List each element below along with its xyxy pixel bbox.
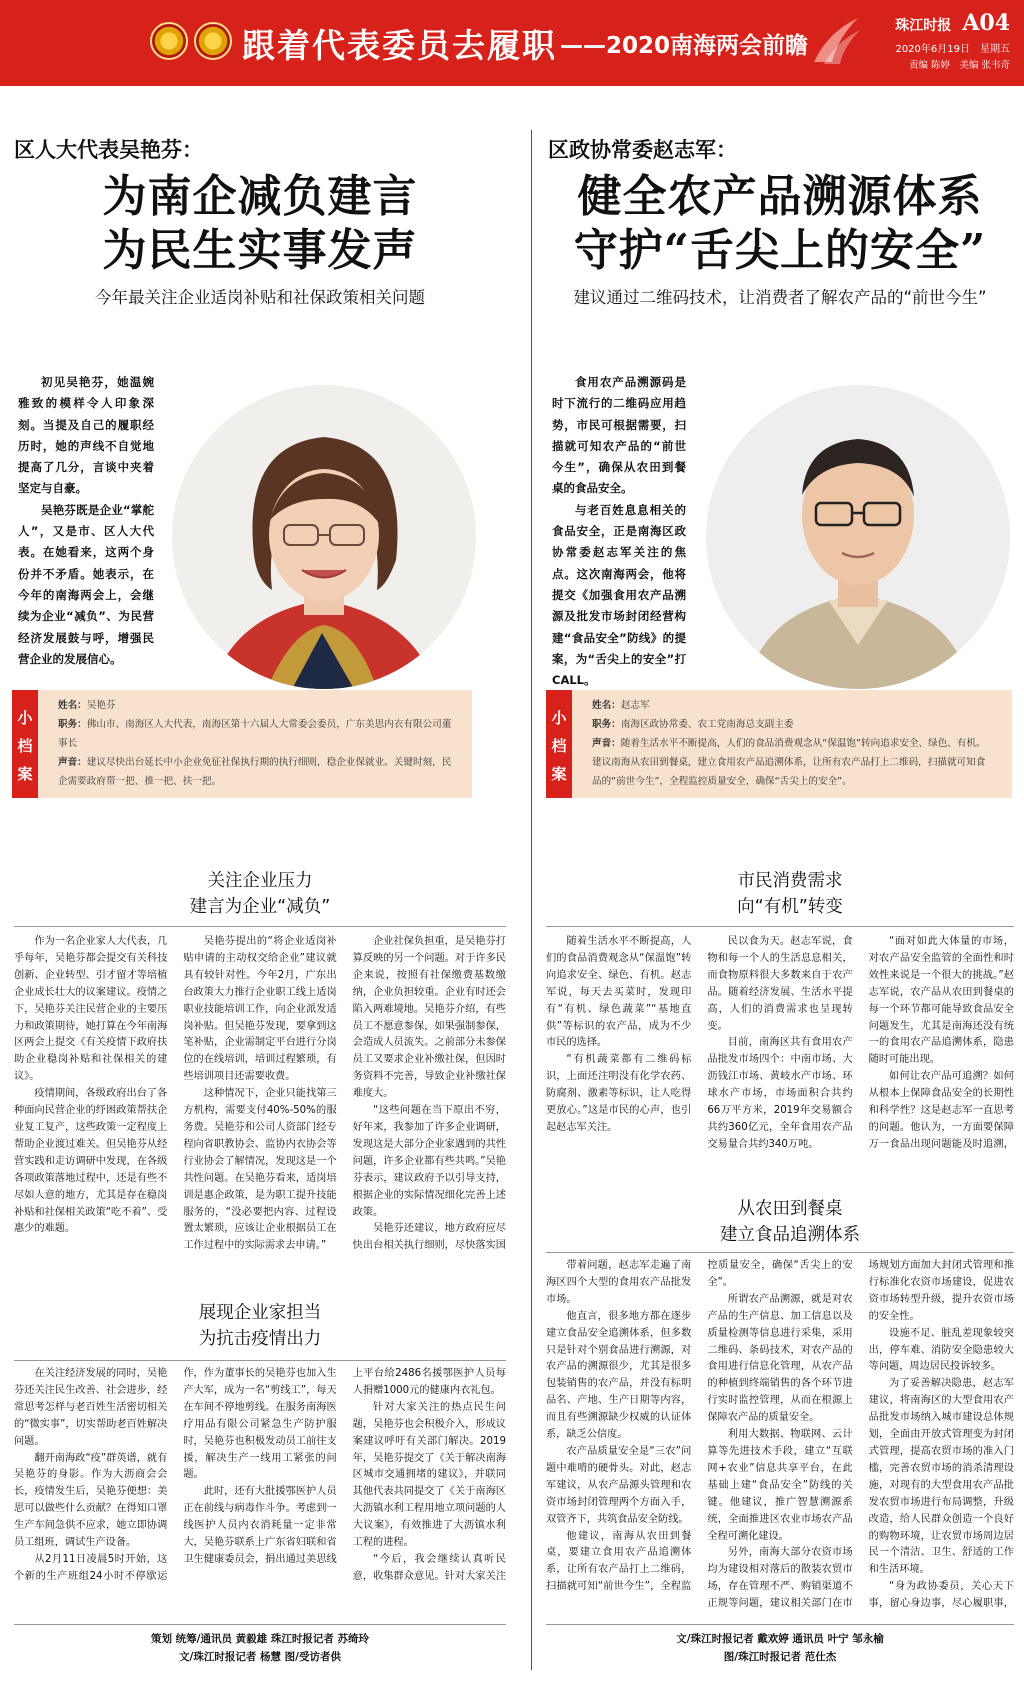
paragraph: “这些问题在当下原出不穷，好年来，我参加了许多企业调研，发现这是大部分企业家遇到的共性问题，许多企业都有些共鸣。”吴艳芬表示，建议政府予以引导支持，根据企业的实际情况细化完善上述政策。 — [352, 1105, 506, 1218]
column-subtitle: ——2020南海两会前瞻 — [560, 33, 809, 59]
column-divider — [531, 130, 532, 1670]
paragraph: “身为政协委员，关心天下事，留心身边事，尽心履职事， — [868, 1581, 1014, 1610]
left-section2-title — [130, 1300, 390, 1352]
column-title: 跟着代表委员去履职 — [242, 26, 557, 65]
left-section1-title — [130, 868, 390, 920]
right-credits-line1: 文/珠江时报记者 戴欢婷 通讯员 叶宁 邹永榆 — [676, 1633, 884, 1645]
profile-name-label: 姓名： — [592, 700, 621, 711]
flag-decoration-icon — [808, 12, 864, 68]
paragraph: 设施不足、脏乱差现象较突出，停车难、消防安全隐患较大等问题，周边居民投诉较多。 — [868, 1327, 1014, 1373]
profile-voice: 建议尽快出台延长中小企业免征社保执行期的执行细则，稳企业保就业。关键时刻，民企需要政府帮一把、推一把、扶一把。 — [58, 757, 452, 787]
left-credits — [14, 1630, 506, 1666]
paragraph: 另外，南海大部分农资市场均为建设相对落后的散装农贸市场，存在管理不严、购销渠道不正规等问题，建议相关部门在市场规划方面加大封闭式管理和推行标准化农资市场建设，促进农资市场转型升级，提升农资市场的安全性。 — [707, 1260, 1014, 1610]
right-lead-p1: 食用农产品溯源码是时下流行的二维码应用趋势，市民可根据需要，扫描就可知农产品的“前世今生”，确保从农田到餐桌的食品安全。 — [552, 375, 686, 496]
profile-voice: 随着生活水平不断提高，人们的食品消费观念从“保温饱”转向追求安全、绿色、有机。建议南海从农田到餐桌，建立食用农产品追溯体系，让所有农产品打上二维码，扫描就可知食品的“前世今生”，全程监控质量安全，确保“舌尖上的安全”。 — [592, 738, 986, 787]
left-lead-p1: 初见吴艳芬，她温婉雅致的模样令人印象深刻。当提及自己的履职经历时，她的声线不自觉地提高了几分，言谈中夹着坚定与自豪。 — [18, 375, 154, 496]
right-profile-box — [546, 690, 1012, 798]
paragraph: 疫情期间，各级政府出台了各种面向民营企业的纾困政策帮扶企业复工复产，这些政策一定程度上帮助企业渡过难关。但吴艳芬从经营实践和走访调研中发现，在各级各项政策落地过程中，还是有些不尽如人意的地方，尤其是存在稳岗补贴和社保相关政策“吃不着”、受惠少的难题。 — [14, 1088, 168, 1235]
right-section2-line2: 建立食品追溯体系 — [720, 1225, 860, 1245]
paragraph: 吴艳芬还建议，地方政府应尽快出台相关执行细则，尽快落实国 — [352, 1223, 506, 1252]
left-section1-line1: 关注企业压力 — [207, 871, 313, 891]
left-section2-rule — [14, 1360, 506, 1361]
right-subhead: 建议通过二维码技术，让消费者了解农产品的“前世今生” — [573, 288, 987, 307]
right-headline-line2: 守护“舌尖上的安全” — [573, 225, 987, 276]
left-headline — [20, 170, 500, 278]
national-emblem-icon — [150, 22, 188, 60]
cppcc-emblem-icon — [194, 22, 232, 60]
right-profile-body — [592, 696, 994, 791]
right-section2-body — [546, 1258, 1014, 1614]
right-lead — [552, 372, 686, 691]
profile-voice-label: 声音： — [58, 757, 87, 768]
profile-name: 吴艳芬 — [86, 700, 116, 711]
left-section1-rule — [14, 926, 506, 927]
paragraph: 翻开南海政“疫”群英谱，就有吴艳芬的身影。作为大沥商会会长，疫情发生后，吴艳芬便想：美思可以做些什么贡献？在得知口罩生产车间急供不应求，她立即协调员工组班，调试生产设备。 — [14, 1452, 168, 1549]
left-section2-body — [14, 1366, 506, 1592]
profile-job-label: 职务： — [58, 719, 87, 730]
paragraph: “有机蔬菜都有二维码标识，上面还注明没有化学农药、防腐剂、激素等标识，让人吃得更放心。”这是市民的心声，也引起赵志军关注。 — [546, 1054, 692, 1133]
left-section2-line1: 展现企业家担当 — [198, 1303, 322, 1323]
left-subhead: 今年最关注企业适岗补贴和社保政策相关问题 — [95, 288, 425, 307]
right-section1-rule — [546, 926, 1014, 927]
man-portrait-icon — [706, 385, 1010, 689]
left-profile-body — [58, 696, 454, 791]
paragraph: 从2月11日凌晨5时开始，这个新的生产班组24小时不停歇运作，作为董事长的吴艳芬也加入生产大军，成为一名“剪线工”，每天在车间不停地剪线。在服务南海医疗用品有限公司紧急生产防护服时，吴艳芬也积极发动员工前往支援，解决生产一线用工紧张的问题。 — [14, 1368, 337, 1582]
paragraph: 此时，还有大批援鄂医护人员正在前线与病毒作斗争。考虑到一线医护人员内衣消耗量一定非常大，吴艳芬联系上广东省妇联和省卫生健康委员会，捐出通过美思线上平台给2486名援鄂医护人员每人捐赠1000元的健康内衣礼包。 — [183, 1368, 506, 1565]
paragraph: 作为一名企业家人大代表，几乎每年，吴艳芬都会提交有关科技创新、企业转型、引才留才等培植企业成长壮大的议案建议。疫情之下，吴艳芬关注民营企业的主要压力和政策期待，她打算在今年南海区两会上提交《有关疫情下政府扶助企业稳岗补贴和社保相关的建议》。 — [14, 936, 168, 1083]
left-headline-line2: 为民生实事发声 — [102, 225, 418, 276]
paragraph: 利用大数据、物联网、云计算等先进技术手段，建立“互联网+农业”信息共享平台，在此基础上建“食品安全”防线的关键。他建议，推广智慧溯源系统，全面推进区农业市场农产品全程可溯化建设。 — [707, 1429, 853, 1542]
right-headline-line1: 健全农产品溯源体系 — [577, 171, 983, 222]
left-credits-line2: 文/珠江时报记者 杨慧 图/受访者供 — [179, 1651, 341, 1663]
right-section2-line1: 从农田到餐桌 — [737, 1199, 843, 1219]
left-profile-box — [12, 690, 472, 798]
right-kicker: 区政协常委赵志军： — [548, 138, 737, 162]
profile-name: 赵志军 — [620, 700, 650, 711]
page-number: A04 — [962, 10, 1010, 36]
paragraph: 带着问题，赵志军走遍了南海区四个大型的食用农产品批发市场。 — [546, 1260, 692, 1305]
right-lead-p2: 与老百姓息息相关的食品安全，正是南海区政协常委赵志军关注的焦点。这次南海两会，他将提交《加强食用农产品溯源及批发市场封闭经营构建“食品安全”防线》的提案，为“舌尖上的安全”打CALL。 — [552, 502, 686, 688]
paragraph: “今后，我会继续认真听民意，收集群众意见。针对大家关注 — [352, 1553, 506, 1582]
left-section2-line2: 为抗击疫情出力 — [198, 1329, 322, 1349]
right-section2-rule — [546, 1252, 1014, 1253]
left-lead-p2: 吴艳芬既是企业“掌舵人”，又是市、区人大代表。在她看来，这两个身份并不矛盾。她表示，在今年的南海两会上，会继续为企业“减负”、为民营经济发展鼓与呼，增强民营企业的发展信心。 — [18, 502, 154, 666]
woman-portrait-icon — [172, 385, 476, 689]
left-credits-line1: 策划 统筹/通讯员 黄毅雄 珠江时报记者 苏绮玲 — [151, 1633, 369, 1645]
paragraph: 农产品质量安全是“三农”问题中难啃的硬骨头。对此，赵志军建议，从农产品源头管理和农资市场封闭管理两个方面入手，双管齐下，共筑食品安全防线。 — [546, 1445, 692, 1525]
paragraph: 在关注经济发展的同时，吴艳芬还关注民生改善、社会进步，经常思考怎样与老百姓生活密切相关的“微实事”，切实帮助老百姓解决问题。 — [14, 1368, 168, 1447]
left-portrait-photo — [172, 385, 476, 689]
page-editors: 责编 陈婷 美编 张韦奇 — [908, 60, 1010, 71]
right-credits-rule — [546, 1624, 1014, 1625]
profile-name-label: 姓名： — [58, 700, 87, 711]
paragraph: 吴艳芬提出的“将企业适岗补贴申请的主动权交给企业”建议就具有较针对性。今年2月，广东出台政策大力推行企业职工线上适岗职业技能培训工作，向企业派发适岗补贴。但吴艳芬发现，要拿到这笔补贴，企业需制定平台进行分岗位的在线培训，培训过程繁琐，有些培训项目还需要收费。 — [183, 936, 337, 1083]
paragraph: 目前，南海区共有食用农产品批发市场四个：中南市场、大沥钱江市场、黄岐水产市场、环球水产市场，市场面积合共约66万平方米，2019年交易额合共约360亿元，全年食用农产品交易量合共约340万吨。 — [707, 1037, 853, 1150]
profile-job: 南海区政协常委、农工党南海总支副主委 — [620, 719, 794, 730]
left-section1-line2: 建言为企业“减负” — [189, 897, 331, 917]
paragraph: 他建议，南海从农田到餐桌，要建立食用农产品追溯体系，让所有农产品打上二维码，扫描就可知“前世今生”，全程监控质量安全，确保“舌尖上的安全”。 — [546, 1260, 853, 1593]
left-credits-rule — [14, 1624, 506, 1625]
paragraph: 针对大家关注的热点民生问题，吴艳芬也会积极介入，形成议案建议呼吁有关部门解决。2019年，吴艳芬提交了《关于解决南海区城市交通拥堵的建议》，并联同其他代表共同提交了《关于南海区大沥镇水利工程用地立项问题的人大议案》，有效推进了大沥镇水利工程的进程。 — [352, 1401, 506, 1549]
masthead-banner — [0, 0, 1024, 86]
profile-job-label: 职务： — [592, 719, 621, 730]
right-section1-body — [546, 934, 1014, 1154]
profile-tag: 小档案 — [12, 690, 38, 798]
left-section1-body — [14, 934, 506, 1264]
right-headline — [545, 170, 1015, 278]
page-info — [860, 10, 1010, 71]
right-section1-line1: 市民消费需求 — [737, 871, 843, 891]
paragraph: 为了妥善解决隐患，赵志军建议，将南海区的大型食用农产品批发市场纳入城市建设总体规划，全面由开放式管理变为封闭式管理，提高农贸市场的准入门槛，完善农贸市场的消杀清理设施，对现有的大型食用农产品批发农贸市场进行布局调整，升级改造，给人民群众创造一个良好的购物环境，让农贸市场周边居民一个清洁、卫生、舒适的工作和生活环境。 — [868, 1378, 1014, 1576]
left-headline-line1: 为南企减负建言 — [102, 171, 418, 222]
right-credits — [546, 1630, 1014, 1666]
paragraph: 他直言，很多地方都在逐步建立食品安全追溯体系，但多数只是针对个别食品进行溯源，对农产品的溯源很少，尤其是很多包装销售的农产品，并没有标明品名、产地、生产日期等内容，而且有些溯源缺少权威的认证体系，缺乏公信度。 — [546, 1310, 692, 1441]
profile-voice-label: 声音： — [592, 738, 621, 749]
right-section1-line2: 向“有机”转变 — [737, 897, 843, 917]
right-portrait-photo — [706, 385, 1010, 689]
issue-date: 2020年6月19日 星期五 — [895, 44, 1010, 55]
paragraph: 所谓农产品溯源，就是对农产品的生产信息、加工信息以及质量检测等信息进行采集，采用二维码、条码技术，对农产品的食用进行信息化管理，从农产品的种植到终端销售的各个环节进行实时监控管理，从而在根源上保障农产品的质量安全。 — [707, 1293, 853, 1424]
paragraph: 如何让农产品可追溯？如何从根本上保障食品安全的长期性和科学性？这是赵志军一直思考的问题。他认为，一方面要保障万一食品出现问题能及时追溯， — [868, 1071, 1014, 1150]
paragraph: 民以食为天。赵志军说，食物和每一个人的生活息息相关，而食物原料很大多数来自于农产品。随着经济发展、生活水平提高，人们的消费需求也呈现转变。 — [707, 936, 853, 1032]
left-lead — [18, 372, 154, 670]
right-section2-title — [660, 1196, 920, 1248]
paragraph: 企业社保负担重，是吴艳芬打算反映的另一个问题。对于许多民企来说，按照有社保缴费基数缴纳，企业负担较重。企业有时还会陷入两难境地。吴艳芬介绍，有些员工不愿意参保，如果强制参保，会造成人员流失。之前部分未参保员工又要求企业补缴社保，但因时务资料不完善，导致企业补缴社保难度大。 — [352, 936, 506, 1100]
paper-logo: 珠江时报 — [895, 18, 952, 34]
right-section1-title — [660, 868, 920, 920]
left-kicker: 区人大代表吴艳芬： — [14, 138, 203, 162]
right-credits-line2: 图/珠江时报记者 范仕杰 — [723, 1651, 837, 1663]
profile-tag: 小档案 — [546, 690, 572, 798]
paragraph: “面对如此大体量的市场，对农产品安全监管的全面性和时效性来说是一个很大的挑战。”赵志军说，农产品从农田到餐桌的每一个环节都可能导致食品安全问题发生，尤其是南海还没有统一的食用农产品追溯体系，隐患随时可能出现。 — [868, 936, 1014, 1066]
paragraph: 随着生活水平不断提高，人们的食品消费观念从“保温饱”转向追求安全、绿色、有机。赵志军说，每天去买菜时，发现印有“有机、绿色蔬菜”“基地直供”等标识的农产品，成为不少市民的选择。 — [546, 936, 692, 1049]
paragraph: 这种情况下，企业只能找第三方机构，需要支付40%-50%的服务费。吴艳芬和公司人资部门经专程向省职教协会、监协内衣协会等行业协会了解情况，发现这是一个共性问题。在吴艳芬看来，适岗培训是惠企政策，是为职工提升技能服务的，“没必要把内容、过程设置太繁琐，应该让企业根据员工在工作过程中的实际需求去申请。” — [183, 1088, 337, 1252]
profile-job: 佛山市、南海区人大代表，南海区第十六届人大常委会委员，广东美思内衣有限公司董事长 — [58, 719, 452, 749]
